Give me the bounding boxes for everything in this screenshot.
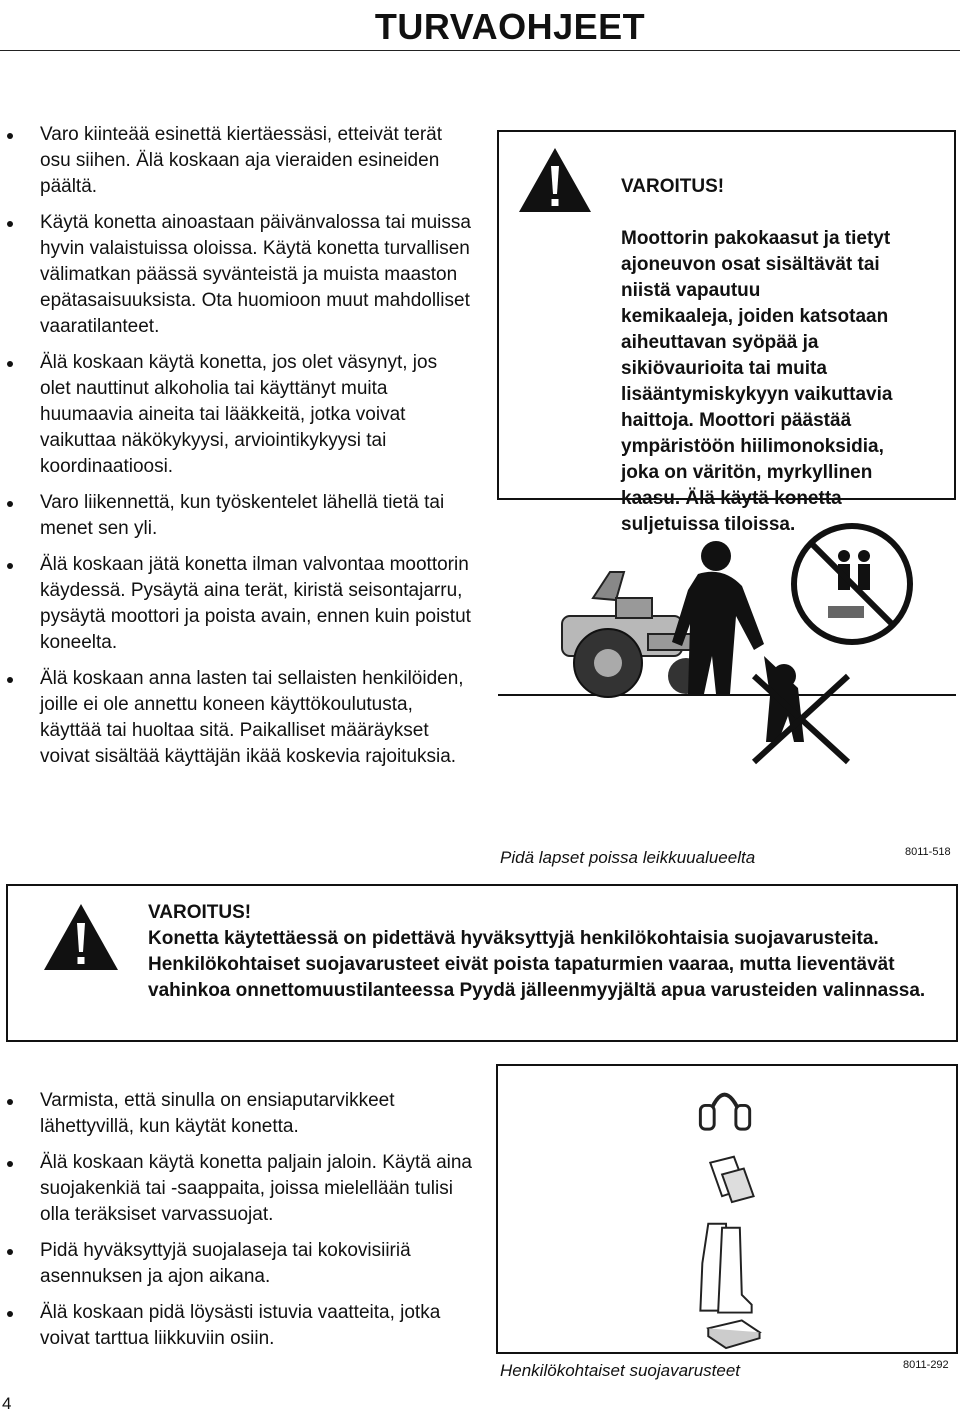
warning-body: Moottorin pakokaasut ja tietyt ajoneuvon osat sisältävät tai niistä vapautuu kemikaaleja, joiden katsotaan aiheuttavan syöpää ja sikiövaurioita tai muita lisääntymiskykyyn vaikuttavia haittoja. Moottori päästää ympäristöön hiilimonoksidia, joka on väritön, myrkyllinen kaasu. Älä käytä konetta suljetuissa tiloissa.	[621, 228, 893, 535]
warning-body: Konetta käytettäessä on pidettävä hyväksyttyjä henkilökohtaisia suojavarusteita. Henkilökohtaiset suojavarusteet eivät poista tapaturmien vaaraa, mutta lieventävät vahinkoa onnettomuustilanteessa Pyydä jälleenmyyjältä apua varusteiden valinnassa.	[148, 928, 926, 1001]
gloves-icon	[710, 1157, 753, 1202]
boots-icon	[700, 1224, 751, 1313]
no-people-sign-icon	[794, 526, 910, 642]
list-item: Älä koskaan jätä konetta ilman valvontaa moottorin käydessä. Pysäytä aina terät, kiristä seisontajarru, pysäytä moottori ja poista avain, ennen kuin poistut koneelta.	[2, 552, 472, 656]
list-item: Käytä konetta ainoastaan päivänvalossa tai muissa hyvin valaistuissa oloissa. Käytä konetta turvallisen välimatkan päässä syvänteistä ja muista maaston epätasaisuuksista. Ota huomioon muut mahdolliset vaaratilanteet.	[2, 210, 472, 340]
list-item: Älä koskaan käytä konetta, jos olet väsynyt, jos olet nauttinut alkoholia tai käyttänyt muita huumaavia aineita tai lääkkeitä, jotka voivat vaikuttaa näkökykyysi, arviointikykyysi tai koordinaatioosi.	[2, 350, 472, 480]
title-rule	[0, 50, 960, 51]
warning-heading: VAROITUS!	[621, 176, 725, 197]
safety-list-a	[2, 122, 472, 780]
child-figure-icon	[764, 656, 804, 742]
first-aid-kit-icon	[708, 1320, 759, 1348]
figure-caption: Henkilökohtaiset suojavarusteet	[500, 1361, 741, 1380]
list-item: Älä koskaan käytä konetta paljain jaloin. Käytä aina suojakenkiä tai -saappaita, joissa mielellään tulisi olla teräksiset varvassuojat.	[2, 1150, 472, 1228]
warning-triangle-icon	[517, 146, 593, 214]
protective-gear-warning-box	[6, 884, 958, 1042]
list-item: Varmista, että sinulla on ensiaputarvikkeet lähettyvillä, kun käytät konetta.	[2, 1088, 472, 1140]
page-number: 4	[2, 1394, 12, 1413]
ear-protection-icon	[700, 1095, 749, 1130]
safety-list-b	[2, 1088, 472, 1362]
warning-heading: VAROITUS!	[148, 902, 252, 923]
list-item: Varo kiinteää esinettä kiertäessäsi, etteivät terät osu siihen. Älä koskaan aja vieraiden esineiden päältä.	[2, 122, 472, 200]
list-item: Pidä hyväksyttyjä suojalaseja tai kokovisiiriä asennuksen ja ajon aikana.	[2, 1238, 472, 1290]
figure-caption: Pidä lapset poissa leikkuualueelta	[500, 848, 756, 867]
figure-code: 8011-518	[905, 846, 951, 858]
figure-code: 8011-292	[903, 1359, 949, 1371]
children-warning-illustration	[498, 516, 956, 836]
list-item: Älä koskaan anna lasten tai sellaisten henkilöiden, joille ei ole annettu koneen käyttökoulutusta, käyttää tai huoltaa sitä. Paikalliset määräykset voivat sisältää käyttäjän ikää koskevia rajoituksia.	[2, 666, 472, 770]
protective-equipment-illustration	[496, 1064, 958, 1354]
warning-triangle-icon	[42, 902, 120, 972]
list-item: Varo liikennettä, kun työskentelet lähellä tietä tai menet sen yli.	[2, 490, 472, 542]
exhaust-warning-box	[497, 130, 956, 535]
page-title: TURVAOHJEET	[374, 6, 646, 47]
list-item: Älä koskaan pidä löysästi istuvia vaatteita, jotka voivat tarttua liikkuviin osiin.	[2, 1300, 472, 1352]
